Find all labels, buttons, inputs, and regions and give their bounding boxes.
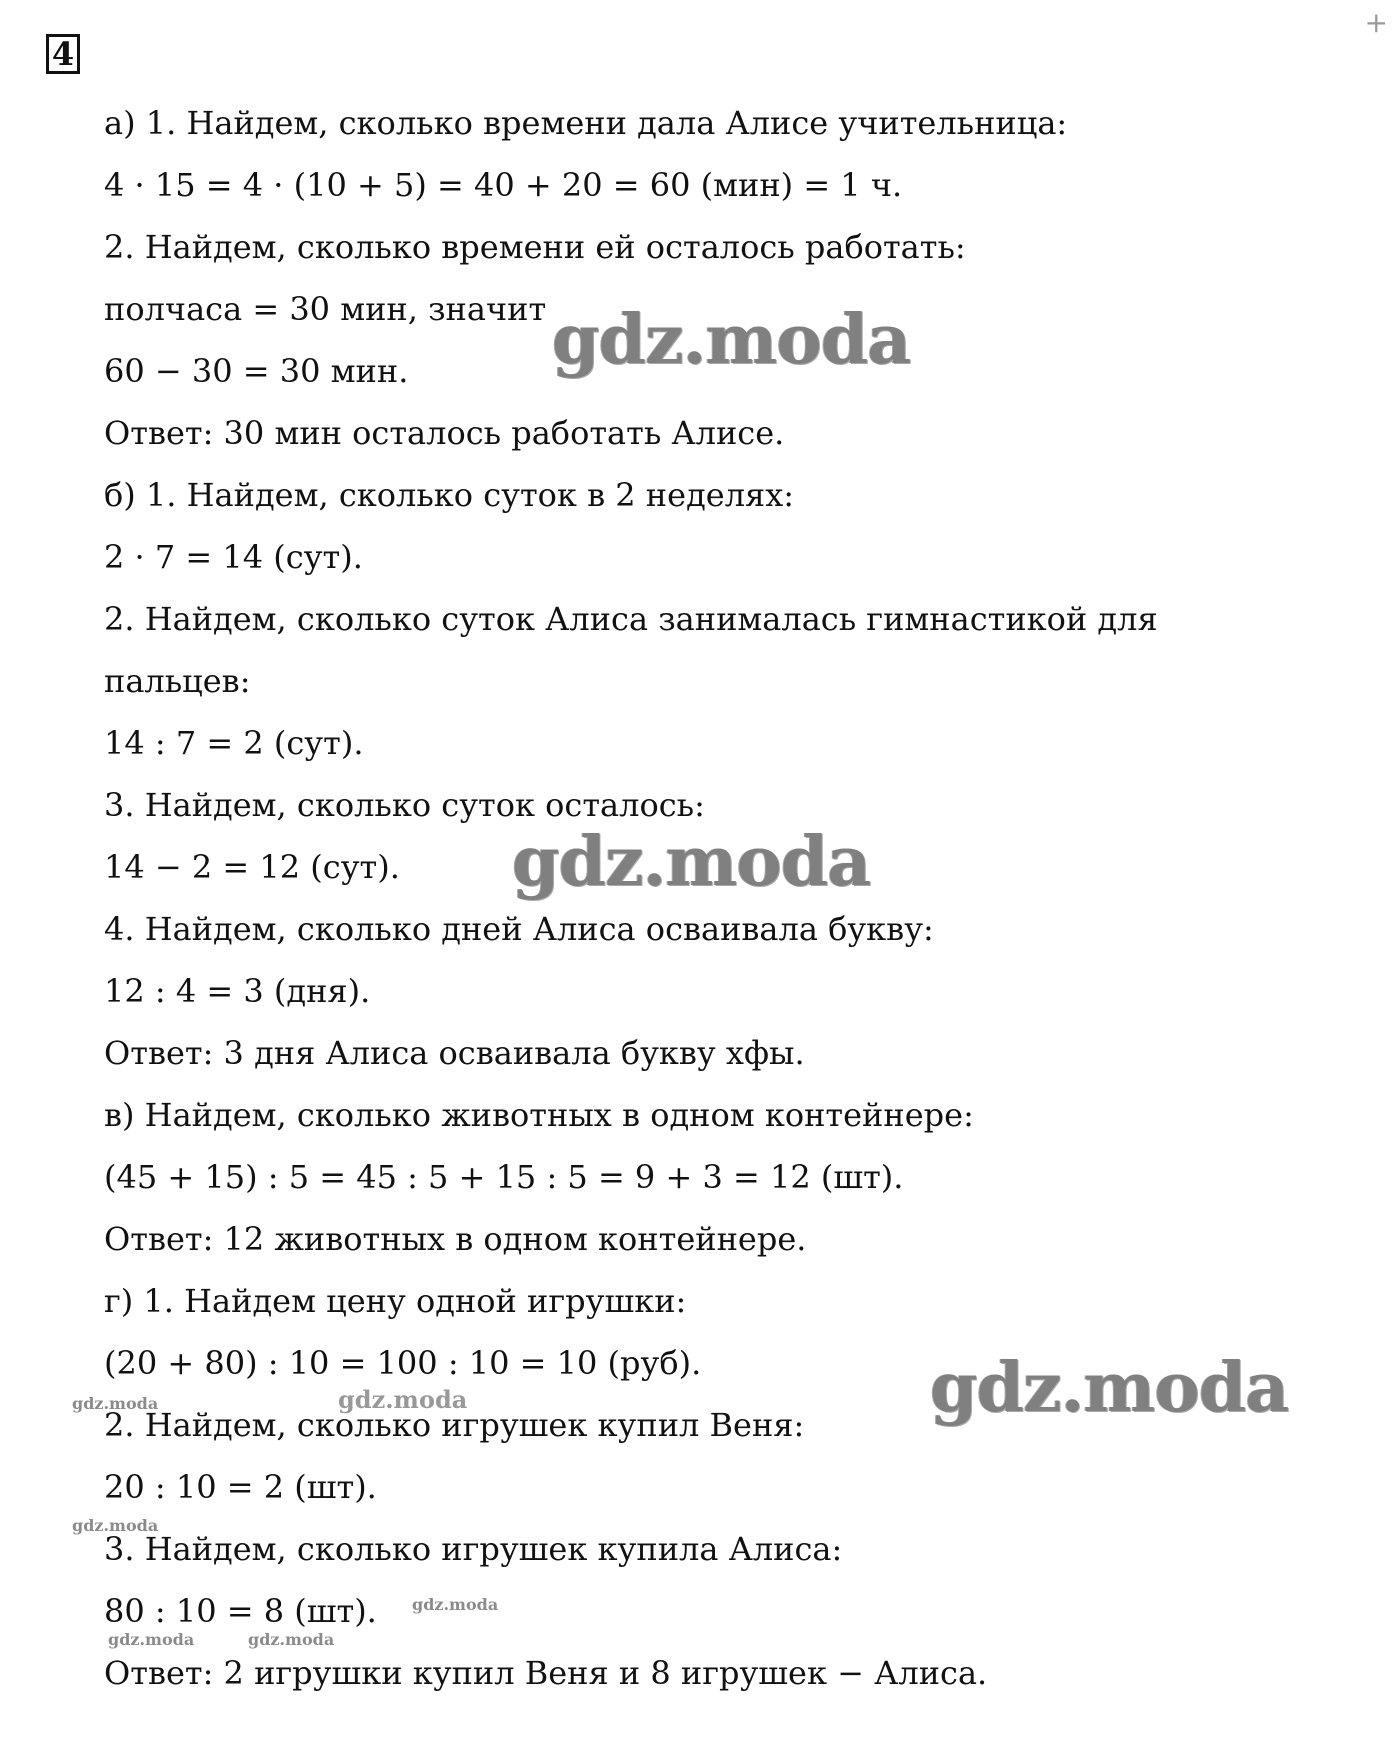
solution-line: пальцев: [104,662,251,700]
corner-mark-icon: + [1364,6,1388,39]
solution-line: (45 + 15) : 5 = 45 : 5 + 15 : 5 = 9 + 3 = 12 (шт). [104,1158,904,1196]
watermark: gdz.moda [72,1394,159,1413]
solution-line: 2. Найдем, сколько игрушек купил Веня: [104,1406,805,1444]
solution-line: 2 · 7 = 14 (сут). [104,538,363,576]
watermark: gdz.moda [108,1630,195,1649]
solution-line: 60 − 30 = 30 мин. [104,352,409,390]
watermark: gdz.moda [930,1348,1289,1428]
solution-line: г) 1. Найдем цену одной игрушки: [104,1282,687,1320]
solution-line: Ответ: 12 животных в одном контейнере. [104,1220,807,1258]
solution-line: 20 : 10 = 2 (шт). [104,1468,377,1506]
watermark: gdz.moda [248,1630,335,1649]
solution-line: полчаса = 30 мин, значит [104,290,547,328]
watermark: gdz.moda [338,1385,468,1414]
solution-line: Ответ: 30 мин осталось работать Алисе. [104,414,785,452]
solution-line: 4 · 15 = 4 · (10 + 5) = 40 + 20 = 60 (мин) = 1 ч. [104,166,903,204]
solution-line: 3. Найдем, сколько суток осталось: [104,786,705,824]
solution-text [104,92,1364,1704]
solution-line: а) 1. Найдем, сколько времени дала Алисе учительница: [104,104,1068,142]
solution-line: в) Найдем, сколько животных в одном контейнере: [104,1096,974,1134]
solution-line: Ответ: 2 игрушки купил Веня и 8 игрушек − Алиса. [104,1654,988,1692]
watermark: gdz.moda [552,300,911,380]
task-number-badge: 4 [46,34,80,74]
solution-line: 4. Найдем, сколько дней Алиса осваивала букву: [104,910,934,948]
solution-line: Ответ: 3 дня Алиса осваивала букву хфы. [104,1034,805,1072]
solution-line: б) 1. Найдем, сколько суток в 2 неделях: [104,476,795,514]
solution-line: 12 : 4 = 3 (дня). [104,972,371,1010]
solution-line: 14 − 2 = 12 (сут). [104,848,400,886]
watermark: gdz.moda [412,1595,499,1614]
solution-line: 2. Найдем, сколько суток Алиса занималась гимнастикой для [104,600,1158,638]
solution-line: 3. Найдем, сколько игрушек купила Алиса: [104,1530,843,1568]
watermark: gdz.moda [72,1516,159,1535]
solution-line: 2. Найдем, сколько времени ей осталось работать: [104,228,966,266]
watermark: gdz.moda [512,822,871,902]
solution-line: (20 + 80) : 10 = 100 : 10 = 10 (руб). [104,1344,702,1382]
solution-line: 14 : 7 = 2 (сут). [104,724,364,762]
solution-line: 80 : 10 = 8 (шт). [104,1592,377,1630]
